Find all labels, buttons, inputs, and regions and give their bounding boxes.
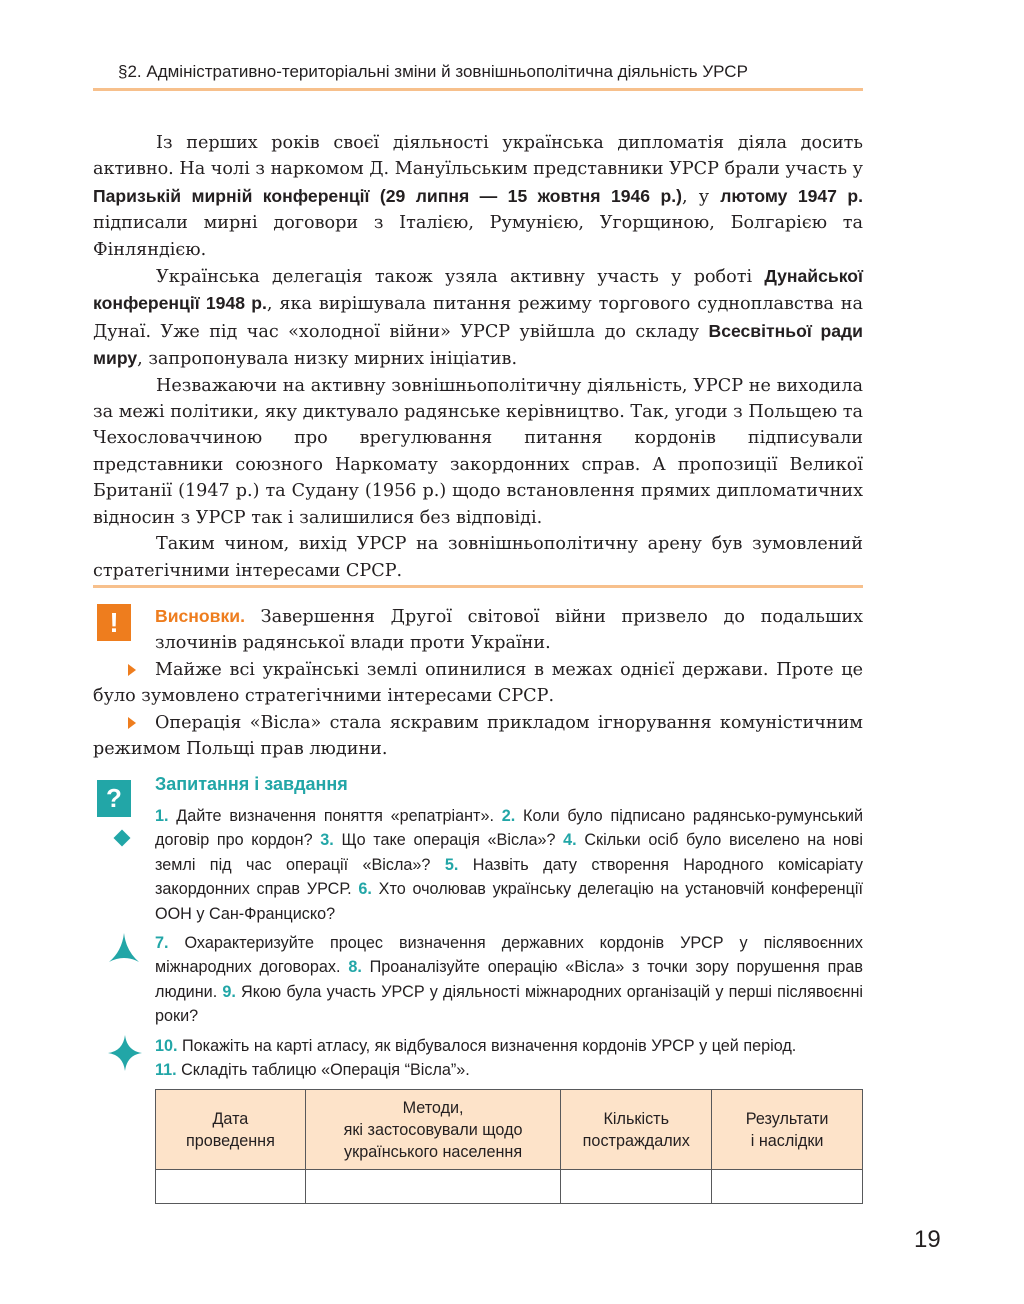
table-row — [156, 1170, 863, 1204]
question-number: 8. — [348, 958, 362, 977]
question-text: Проаналізуйте операцію «Вісла» з точки зору порушення прав людини. — [155, 958, 863, 1001]
questions-level-1 — [155, 804, 863, 926]
table-cell-empty — [156, 1170, 306, 1204]
exercise-table — [155, 1089, 863, 1204]
conclusion-item — [93, 657, 863, 710]
question-number: 11. — [155, 1061, 177, 1080]
p2-text-2: , яка вирішувала питання режиму торгового судноплавства на Дунаї. Уже під час «холодної війни» УРСР увійшла до складу — [93, 294, 863, 342]
p2-text-3: , запропонувала низку мирних ініціатив. — [137, 349, 518, 370]
page-number: 19 — [914, 1226, 941, 1253]
p2-bold-1: Дунайської конференції 1948 р. — [93, 266, 863, 314]
question-text: Хто очолював українську делегацію на установчій конференції ООН у Сан-Франциско? — [155, 880, 863, 923]
question-text: Якою була участь УРСР у діяльності міжнародних організацій у перші післявоєнні роки? — [155, 982, 863, 1026]
question-number: 4. — [563, 831, 577, 850]
triangle-star-icon — [108, 932, 140, 964]
table-cell-empty — [305, 1170, 561, 1204]
questions-title: Запитання і завдання — [155, 774, 348, 794]
question-text: Назвіть дату створення Народного комісаріату закордонних справ УРСР. — [155, 855, 863, 899]
section-rule — [93, 585, 863, 588]
questions-level-2 — [155, 931, 863, 1029]
question-text: Складіть таблицю «Операція “Вісла”». — [176, 1061, 470, 1080]
question-icon: ? — [97, 780, 131, 817]
question-text: Що таке операція «Вісла»? — [333, 831, 564, 850]
table-header-cell: Кількість постраждалих — [561, 1090, 712, 1170]
question-text: Охарактеризуйте процес визначення державних кордонів УРСР у післявоєнних міжнародних договорах. — [155, 934, 863, 977]
exclamation-icon: ! — [97, 604, 131, 641]
p1-text-1: Із перших років своєї діяльності українська дипломатія діяла досить активно. На чолі з наркомом Д. Мануїльським представники УРСР брали участь у — [93, 133, 863, 180]
paragraph-3: Незважаючи на активну зовнішньополітичну діяльність, УРСР не виходила за межі політики, яку диктувало радянське керівництво. Так, угоди з Польщею та Чехословаччиною про врегулювання питання кордонів підписували представники союзного Наркомату закордонних справ. А пропозиції Великої Британії (1947 р.) та Судану (1956 р.) щодо встановлення прямих дипломатичних відносин з УРСР так і залишилися без відповіді. — [93, 375, 863, 528]
question-number: 10. — [155, 1037, 178, 1055]
p1-text-2: , у — [682, 186, 721, 207]
table-header-cell: Результати і наслідки — [712, 1090, 863, 1170]
question-number: 5. — [444, 855, 459, 874]
paragraph-1 — [93, 130, 863, 263]
table-header-row — [156, 1090, 863, 1170]
paragraph-2 — [93, 263, 863, 373]
question-number: 6. — [358, 880, 372, 899]
four-point-star-icon — [108, 1035, 142, 1071]
conclusions-title: Висновки. — [155, 606, 246, 626]
arrow-bullet-icon — [128, 717, 136, 729]
conclusions-lead-text: Завершення Другої світової війни призвело до подальших злочинів радянської влади проти України. — [155, 607, 863, 654]
paragraph-4: Таким чином, вихід УРСР на зовнішньополітичну арену був зумовлений стратегічними інтересами СРСР. — [93, 534, 863, 581]
diamond-icon — [114, 830, 131, 847]
table-cell-empty — [561, 1170, 712, 1204]
question-number: 7. — [155, 934, 169, 952]
question-text: Дайте визначення поняття «репатріант». — [168, 807, 502, 825]
question-number: 1. — [155, 807, 169, 825]
arrow-bullet-icon — [128, 664, 136, 676]
main-text — [93, 130, 863, 584]
question-number: 2. — [501, 807, 516, 825]
question-text: Скільки осіб було виселено на нові землі під час операції «Вісла»? — [155, 831, 863, 874]
p1-text-3: підписали мирні договори з Італією, Румунією, Угорщиною, Болгарією та Фінляндією. — [93, 213, 863, 260]
question-number: 3. — [320, 831, 334, 850]
question-text: Покажіть на карті атласу, як відбувалося визначення кордонів УРСР у цей період. — [177, 1037, 797, 1055]
p1-bold-2: лютому 1947 р. — [720, 185, 864, 206]
question-text: Коли було підписано радянсько-румунський договір про кордон? — [155, 807, 863, 850]
table-cell-empty — [712, 1170, 863, 1204]
header-rule — [93, 88, 863, 91]
p2-text-1: Українська делегація також узяла активну участь у роботі — [156, 267, 765, 288]
p2-bold-2: Всесвітньої ради миру — [93, 320, 863, 369]
conclusion-item — [93, 710, 863, 763]
table-header-cell: Методи, які застосовували щодо українського населення — [305, 1090, 561, 1170]
questions-level-3 — [155, 1034, 863, 1083]
p1-bold-1: Паризькій мирній конференції (29 липня — 15 жовтня 1946 р.) — [93, 185, 682, 206]
table-header-cell: Дата проведення — [156, 1090, 306, 1170]
conclusion-item-text: Майже всі українські землі опинилися в межах однієї держави. Проте це було зумовлено стратегічними інтересами СРСР. — [93, 659, 863, 707]
conclusion-item-text: Операція «Вісла» стала яскравим прикладом ігнорування комуністичним режимом Польщі прав людини. — [93, 712, 863, 760]
running-header: §2. Адміністративно-територіальні зміни й зовнішньополітична діяльність УРСР — [118, 62, 748, 81]
question-number: 9. — [222, 982, 236, 1001]
conclusions-lead — [93, 603, 863, 657]
conclusions-block — [93, 603, 863, 762]
